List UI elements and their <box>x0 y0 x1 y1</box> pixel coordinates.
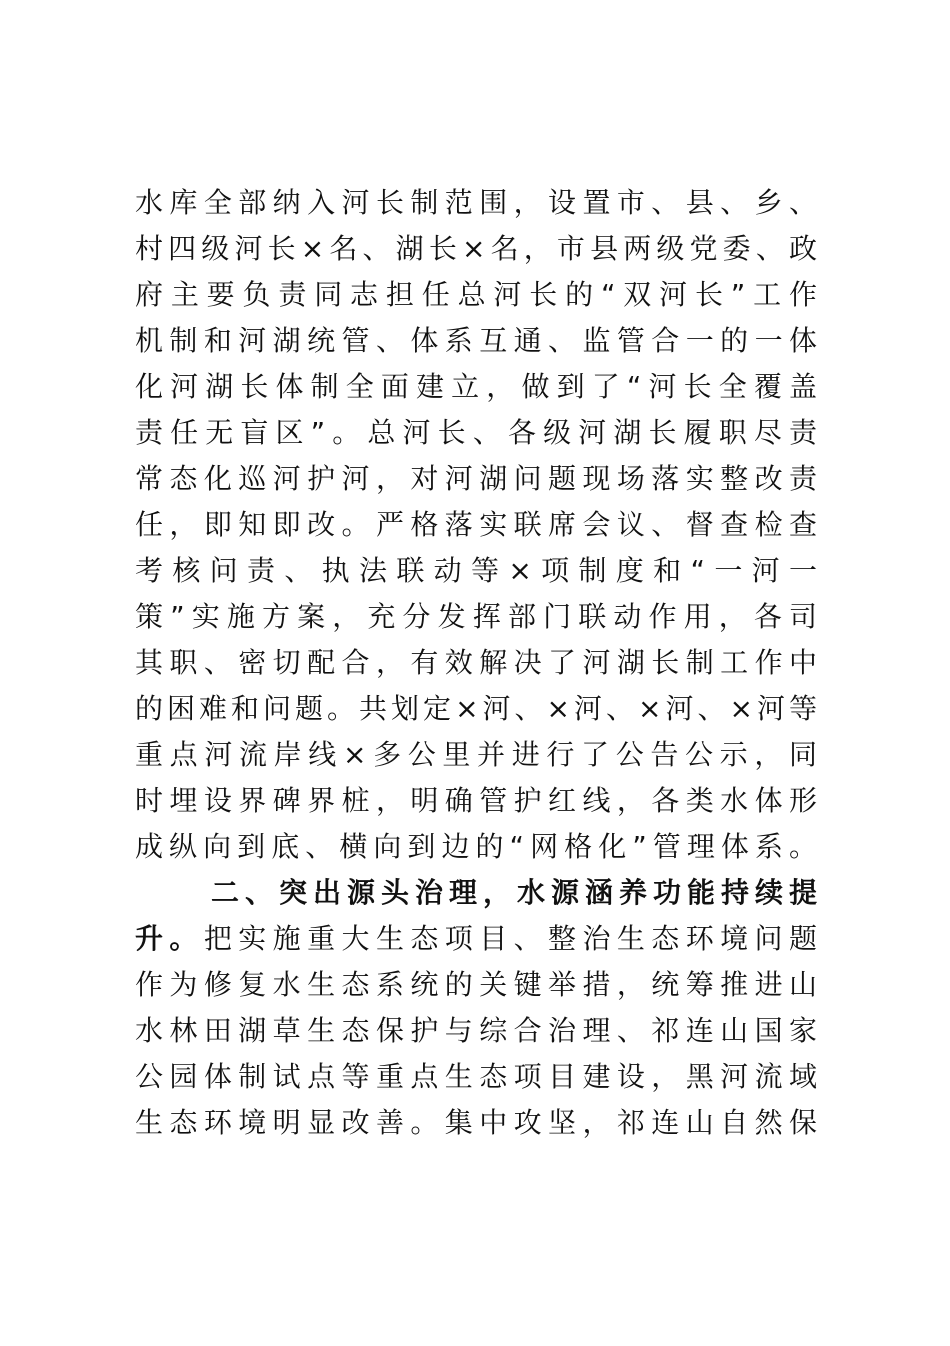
text-line-15: 成纵向到底、横向到边的“网格化”管理体系。 <box>135 830 817 863</box>
paragraph-start: 把实施重大生态项目、整治生态环境问题 <box>203 922 817 955</box>
text-line-12: 的困难和问题。共划定×河、×河、×河、×河等 <box>135 692 817 725</box>
text-line-20: 公园体制试点等重点生态项目建设，黑河流域 <box>135 1060 817 1093</box>
text-line-18: 作为修复水生态系统的关键举措，统筹推进山 <box>135 968 817 1001</box>
text-line-13: 重点河流岸线×多公里并进行了公告公示，同 <box>135 738 817 771</box>
text-line-3: 府主要负责同志担任总河长的“双河长”工作 <box>135 278 817 311</box>
text-line-2: 村四级河长×名、湖长×名，市县两级党委、政 <box>135 232 817 265</box>
text-line-14: 时埋设界碑界桩，明确管护红线，各类水体形 <box>135 784 817 817</box>
text-line-10: 策”实施方案，充分发挥部门联动作用，各司 <box>135 600 817 633</box>
text-line-21: 生态环境明显改善。集中攻坚，祁连山自然保 <box>135 1106 817 1139</box>
text-line-19: 水林田湖草生态保护与综合治理、祁连山国家 <box>135 1014 817 1047</box>
text-line-1: 水库全部纳入河长制范围，设置市、县、乡、 <box>135 186 817 219</box>
text-line-6: 责任无盲区”。总河长、各级河湖长履职尽责 <box>135 416 817 449</box>
text-line-4: 机制和河湖统管、体系互通、监管合一的一体 <box>135 324 817 357</box>
text-line-5: 化河湖长体制全面建立，做到了“河长全覆盖 <box>135 370 817 403</box>
section-heading-continuation: 升。 <box>135 922 204 955</box>
body-text <box>135 180 817 1146</box>
text-line-17 <box>135 916 817 962</box>
text-line-11: 其职、密切配合，有效解决了河湖长制工作中 <box>135 646 817 679</box>
section-heading: 二、突出源头治理，水源涵养功能持续提 <box>205 876 817 909</box>
text-line-9: 考核问责、执法联动等×项制度和“一河一 <box>135 554 817 587</box>
section-heading-line <box>135 870 817 916</box>
text-line-7: 常态化巡河护河，对河湖问题现场落实整改责 <box>135 462 817 495</box>
text-line-8: 任，即知即改。严格落实联席会议、督查检查 <box>135 508 817 541</box>
